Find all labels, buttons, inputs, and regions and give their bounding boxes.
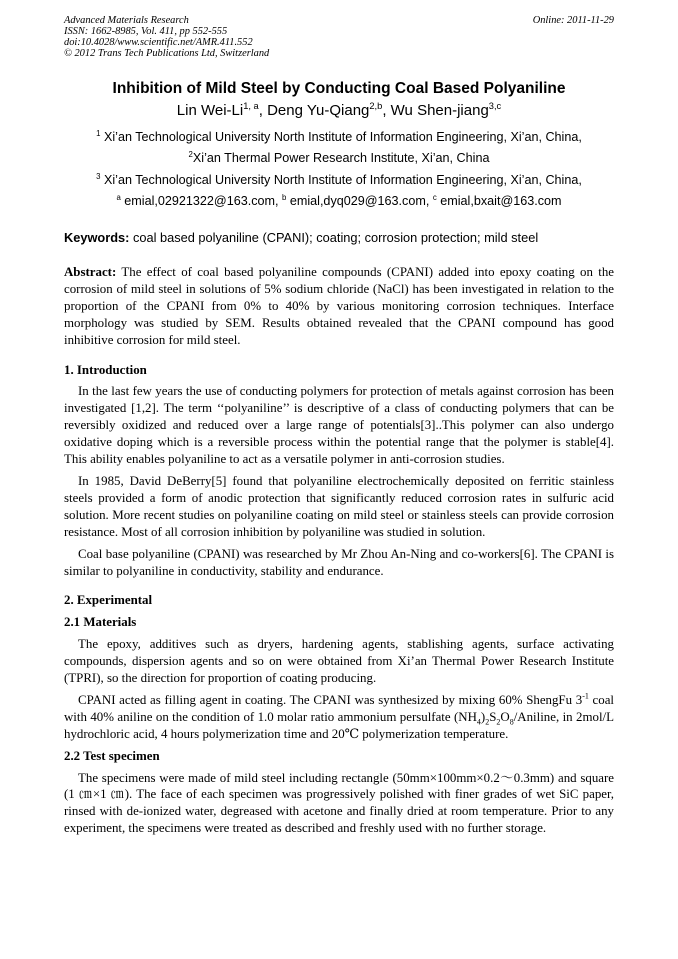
- author-affil-mark: 3,c: [488, 101, 502, 111]
- email-mark: c: [432, 192, 437, 202]
- affiliation-mark: 2: [188, 149, 193, 159]
- text-run: ): [480, 709, 486, 724]
- author-name: Lin Wei-Li: [176, 102, 244, 119]
- author-name: Deng Yu-Qiang: [267, 102, 370, 119]
- email-text: emial,bxait@163.com: [440, 194, 562, 208]
- abstract-label: Abstract:: [64, 265, 117, 279]
- text-run: coal with 40% aniline on the condition of 1.0 molar ratio ammonium persulfate (NH: [64, 692, 615, 724]
- journal-info: [64, 15, 269, 59]
- paragraph: [64, 692, 614, 743]
- keywords-text: coal based polyaniline (CPANI); coating; corrosion protection; mild steel: [132, 230, 539, 245]
- subsection-heading: 2.1 Materials: [64, 615, 137, 630]
- affiliation-mark: 1: [96, 128, 101, 138]
- author-affil-mark: 2,b: [369, 101, 383, 111]
- subscript: 2: [485, 717, 490, 727]
- abstract: [64, 264, 614, 349]
- affiliation: [64, 151, 614, 165]
- online-date: Online: 2011-11-29: [532, 15, 614, 26]
- email-mark: b: [282, 192, 287, 202]
- affiliation-text: Xi’an Technological University North Institute of Information Engineering, Xi’an, China,: [103, 130, 582, 144]
- author-list: Lin Wei-Li$^{1, a}$, Deng Yu-Qiang$^{2,b}$, Wu Shen-jiang$^{3,c}$: [176, 101, 502, 119]
- keywords: [64, 230, 614, 245]
- affiliation-mark: 3: [96, 171, 101, 181]
- text-run: /Aniline, in 2mol/L hydrochloric acid, 4 hours polymerization time and 20℃ polymerization temperature.: [64, 709, 614, 741]
- paragraph: The epoxy, additives such as dryers, hardening agents, stablishing agents, surface activating compounds, dispersion agents and so on were obtained from Xi’an Thermal Power Research Institute (TPRI), so the direction for proportion of coating producing.: [64, 637, 614, 686]
- author-name: Wu Shen-jiang: [390, 102, 489, 119]
- paper-title: Inhibition of Mild Steel by Conducting Coal Based Polyaniline: [112, 80, 566, 97]
- section-heading: 1. Introduction: [64, 362, 147, 377]
- email-text: emial,02921322@163.com,: [124, 194, 279, 208]
- author-affil-mark: 1, a: [243, 101, 259, 111]
- text-run: S: [489, 709, 497, 724]
- journal-doi: doi:10.4028/www.scientific.net/AMR.411.552: [64, 37, 253, 48]
- subscript: 8: [509, 717, 514, 727]
- superscript: -1: [582, 691, 589, 701]
- journal-copyright: © 2012 Trans Tech Publications Ltd, Switzerland: [64, 48, 270, 59]
- journal-name: Advanced Materials Research: [64, 15, 189, 26]
- email-text: emial,dyq029@163.com,: [289, 194, 430, 208]
- journal-issn: ISSN: 1662-8985, Vol. 411, pp 552-555: [64, 26, 228, 37]
- paragraph: The specimens were made of mild steel including rectangle (50mm×100mm×0.2～0.3mm) and square (1 ㎝×1 ㎝). The face of each specimen was progressively polished with finer grades of wet SiC paper, rinsed with de-ionized water, degreased with acetone and finally dried at room temperature. Prior to any experiment, the specimens were treated as described and freshly used with no further storage.: [64, 770, 614, 836]
- affiliation-text: Xi’an Thermal Power Research Institute, Xi’an, China: [192, 151, 490, 165]
- paragraph: In the last few years the use of conducting polymers for protection of metals against corrosion has been investigated [1,2]. The term ‘‘polyaniline’’ is descriptive of a class of conducting polymers that can be reversibly oxidized and reduced over a large range of potentials[3]..This polymer can also undergo oxidative doping which is a reversible process within the potential range that the polymer is stable[4]. This ability enables polyaniline to act as a versatile polymer in anti-corrosion studies.: [64, 384, 614, 467]
- subscript: 2: [496, 717, 501, 727]
- text-run: O: [500, 709, 510, 724]
- paper-body: [64, 264, 614, 837]
- email-line: [64, 194, 614, 208]
- affiliation-text: Xi’an Technological University North Institute of Information Engineering, Xi’an, China,: [103, 173, 582, 187]
- subsection-heading: 2.2 Test specimen: [64, 748, 160, 763]
- paragraph: Coal base polyaniline (CPANI) was researched by Mr Zhou An-Ning and co-workers[6]. The CPANI is similar to polyaniline in conductivity, stability and endurance.: [64, 546, 614, 578]
- affiliation: [64, 130, 614, 144]
- keywords-label: Keywords:: [64, 230, 130, 245]
- section-heading: 2. Experimental: [64, 593, 153, 608]
- text-run: CPANI acted as filling agent in coating. The CPANI was synthesized by mixing 60% ShengFu 3: [78, 692, 583, 707]
- subscript: 4: [476, 717, 481, 727]
- abstract-text: The effect of coal based polyaniline compounds (CPANI) added into epoxy coating on the corrosion of mild steel in solutions of 5% sodium chloride (NaCl) has been investigated in relation to the proportion of the CPANI from 0% to 40% by various monitoring corrosion techniques. Interface morphology was studied by SEM. Results obtained revealed that the CPANI compound has good inhibitive corrosion for mild steel.: [64, 265, 614, 347]
- paragraph: In 1985, David DeBerry[5] found that polyaniline electrochemically deposited on ferritic stainless steels provided a form of anodic protection that significantly reduced corrosion rates in sulfuric acid solution. More recent studies on polyaniline coating on mild steel or stainless steels can provide corrosion resistance. Most of all corrosion inhibition by polyaniline was studied in solution.: [64, 473, 614, 539]
- email-mark: a: [116, 192, 121, 202]
- affiliation: [64, 173, 614, 187]
